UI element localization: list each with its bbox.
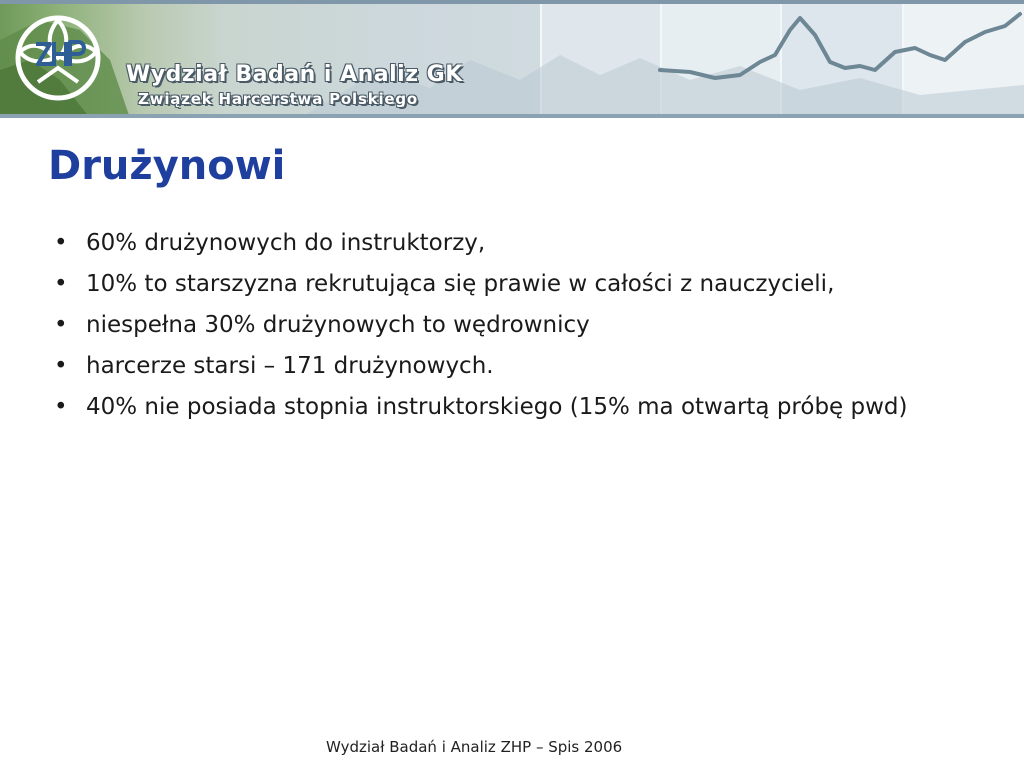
bullet-item	[48, 269, 978, 300]
banner-subtitle: Związek Harcerstwa Polskiego	[138, 90, 419, 108]
bullet-dot-icon: •	[54, 271, 68, 297]
bullet-dot-icon: •	[54, 312, 68, 338]
banner-bottom-border	[0, 114, 1024, 118]
page-title: Drużynowi	[48, 143, 286, 189]
bullet-dot-icon: •	[54, 353, 68, 379]
zhp-lily-logo-icon	[8, 12, 108, 104]
bullet-item	[48, 228, 978, 259]
footer-text: Wydział Badań i Analiz ZHP – Spis 2006	[326, 738, 623, 756]
bullet-item	[48, 392, 978, 423]
banner-title: Wydział Badań i Analiz GK	[126, 62, 463, 87]
header-banner	[0, 0, 1024, 118]
bullet-dot-icon: •	[54, 394, 68, 420]
bullet-text: harcerze starsi – 171 drużynowych.	[86, 353, 494, 379]
bullet-text: 10% to starszyzna rekrutująca się prawie w całości z nauczycieli,	[86, 271, 835, 297]
banner-top-border	[0, 0, 1024, 4]
bullet-text: 40% nie posiada stopnia instruktorskiego (15% ma otwartą próbę pwd)	[86, 394, 908, 420]
bullet-text: 60% drużynowych do instruktorzy,	[86, 230, 486, 256]
bullet-item	[48, 310, 978, 341]
bullet-text: niespełna 30% drużynowych to wędrownicy	[86, 312, 590, 338]
bullet-list	[48, 228, 978, 433]
bullet-item	[48, 351, 978, 382]
bullet-dot-icon: •	[54, 230, 68, 256]
